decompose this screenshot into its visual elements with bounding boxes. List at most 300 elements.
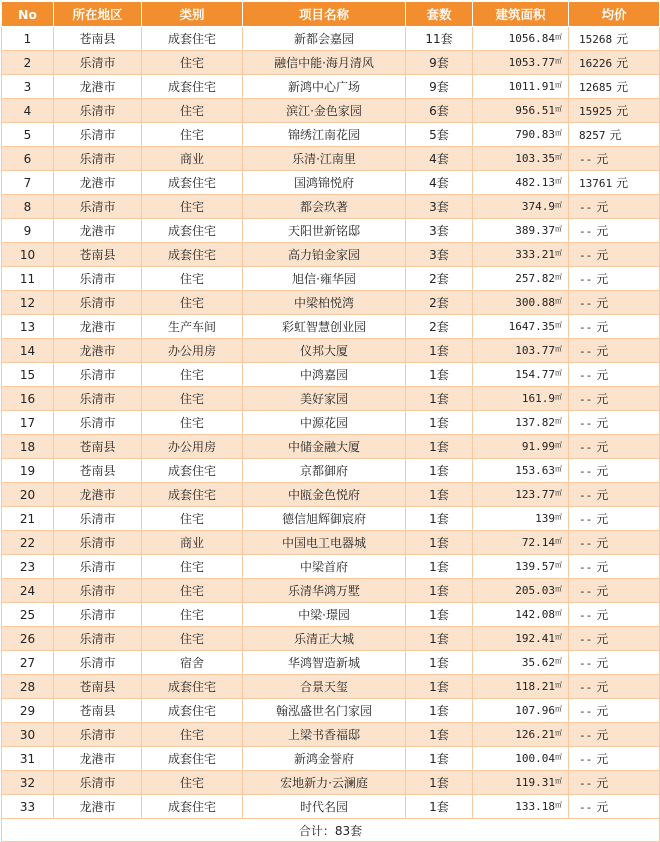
- table-row: [2, 123, 660, 147]
- cell-project: 中储金融大厦: [243, 435, 406, 459]
- area-value: 133.18: [515, 800, 555, 813]
- cell-project: 新鸿金誉府: [243, 747, 406, 771]
- cell-category: 成套住宅: [142, 459, 243, 483]
- area-value: 35.62: [521, 656, 555, 669]
- area-value: 154.77: [515, 368, 555, 381]
- price-value: --: [579, 561, 593, 574]
- area-unit: ㎡: [555, 369, 562, 377]
- price-value: --: [579, 225, 593, 238]
- cell-area: [473, 147, 569, 171]
- area-unit: ㎡: [555, 81, 562, 89]
- area-unit: ㎡: [555, 801, 562, 809]
- cell-category: 成套住宅: [142, 747, 243, 771]
- price-unit: 元: [596, 608, 609, 622]
- cell-price: [569, 723, 660, 747]
- total-label: 合计：83套: [2, 819, 660, 842]
- area-value: 107.96: [515, 704, 555, 717]
- cell-no: 9: [2, 219, 54, 243]
- price-unit: 元: [596, 560, 609, 574]
- area-value: 790.83: [515, 128, 555, 141]
- cell-no: 16: [2, 387, 54, 411]
- area-value: 72.14: [521, 536, 555, 549]
- area-value: 119.31: [515, 776, 555, 789]
- area-unit: ㎡: [555, 465, 562, 473]
- cell-no: 6: [2, 147, 54, 171]
- cell-region: 乐清市: [54, 387, 142, 411]
- cell-units: 1套: [406, 603, 473, 627]
- price-unit: 元: [596, 512, 609, 526]
- cell-price: [569, 435, 660, 459]
- cell-area: [473, 171, 569, 195]
- cell-units: 1套: [406, 651, 473, 675]
- cell-price: [569, 411, 660, 435]
- cell-region: 龙港市: [54, 171, 142, 195]
- cell-region: 龙港市: [54, 315, 142, 339]
- price-value: --: [579, 153, 593, 166]
- cell-price: [569, 99, 660, 123]
- area-unit: ㎡: [555, 585, 562, 593]
- cell-no: 24: [2, 579, 54, 603]
- cell-category: 住宅: [142, 771, 243, 795]
- area-unit: ㎡: [555, 441, 562, 449]
- cell-area: [473, 291, 569, 315]
- cell-category: 住宅: [142, 579, 243, 603]
- price-value: 12685: [579, 81, 613, 94]
- area-unit: ㎡: [555, 777, 562, 785]
- cell-area: [473, 795, 569, 819]
- cell-region: 苍南县: [54, 699, 142, 723]
- cell-area: [473, 387, 569, 411]
- cell-category: 住宅: [142, 291, 243, 315]
- cell-category: 住宅: [142, 387, 243, 411]
- area-value: 161.9: [521, 392, 555, 405]
- cell-region: 龙港市: [54, 75, 142, 99]
- cell-no: 32: [2, 771, 54, 795]
- cell-no: 26: [2, 627, 54, 651]
- area-value: 389.37: [515, 224, 555, 237]
- cell-category: 商业: [142, 531, 243, 555]
- cell-region: 乐清市: [54, 603, 142, 627]
- cell-region: 乐清市: [54, 291, 142, 315]
- cell-area: [473, 603, 569, 627]
- price-unit: 元: [616, 32, 629, 46]
- price-unit: 元: [596, 584, 609, 598]
- cell-price: [569, 555, 660, 579]
- cell-area: [473, 243, 569, 267]
- cell-region: 苍南县: [54, 435, 142, 459]
- area-value: 300.88: [515, 296, 555, 309]
- table-row: [2, 651, 660, 675]
- cell-price: [569, 267, 660, 291]
- cell-category: 住宅: [142, 123, 243, 147]
- cell-category: 住宅: [142, 555, 243, 579]
- area-unit: ㎡: [555, 345, 562, 353]
- cell-category: 成套住宅: [142, 75, 243, 99]
- cell-no: 4: [2, 99, 54, 123]
- price-value: --: [579, 369, 593, 382]
- cell-no: 2: [2, 51, 54, 75]
- cell-region: 乐清市: [54, 123, 142, 147]
- cell-units: 2套: [406, 315, 473, 339]
- price-unit: 元: [616, 80, 629, 94]
- table-row: [2, 603, 660, 627]
- cell-region: 乐清市: [54, 555, 142, 579]
- cell-project: 天阳世新铭邸: [243, 219, 406, 243]
- cell-region: 乐清市: [54, 531, 142, 555]
- cell-region: 乐清市: [54, 579, 142, 603]
- price-value: --: [579, 345, 593, 358]
- table-row: [2, 195, 660, 219]
- price-value: --: [579, 321, 593, 334]
- sales-table: [1, 1, 660, 842]
- cell-region: 龙港市: [54, 747, 142, 771]
- cell-units: 2套: [406, 291, 473, 315]
- table-row: [2, 387, 660, 411]
- price-unit: 元: [596, 152, 609, 166]
- price-value: --: [579, 513, 593, 526]
- cell-units: 1套: [406, 531, 473, 555]
- cell-area: [473, 771, 569, 795]
- cell-area: [473, 579, 569, 603]
- price-value: --: [579, 537, 593, 550]
- price-value: 15925: [579, 105, 613, 118]
- cell-area: [473, 123, 569, 147]
- cell-area: [473, 315, 569, 339]
- area-value: 1011.91: [508, 80, 555, 93]
- price-unit: 元: [616, 104, 629, 118]
- price-unit: 元: [616, 176, 629, 190]
- price-unit: 元: [596, 656, 609, 670]
- cell-area: [473, 27, 569, 51]
- cell-area: [473, 675, 569, 699]
- price-unit: 元: [596, 392, 609, 406]
- price-unit: 元: [596, 728, 609, 742]
- cell-no: 14: [2, 339, 54, 363]
- table-row: [2, 483, 660, 507]
- cell-region: 苍南县: [54, 27, 142, 51]
- cell-units: 3套: [406, 219, 473, 243]
- cell-price: [569, 651, 660, 675]
- cell-region: 乐清市: [54, 195, 142, 219]
- cell-area: [473, 459, 569, 483]
- cell-project: 高力铂金家园: [243, 243, 406, 267]
- cell-region: 苍南县: [54, 675, 142, 699]
- cell-price: [569, 171, 660, 195]
- cell-price: [569, 219, 660, 243]
- cell-project: 国鸿锦悦府: [243, 171, 406, 195]
- cell-units: 1套: [406, 627, 473, 651]
- price-value: --: [579, 417, 593, 430]
- price-value: --: [579, 489, 593, 502]
- cell-units: 1套: [406, 723, 473, 747]
- price-unit: 元: [596, 488, 609, 502]
- cell-price: [569, 675, 660, 699]
- cell-price: [569, 339, 660, 363]
- cell-category: 住宅: [142, 507, 243, 531]
- price-unit: 元: [596, 416, 609, 430]
- area-unit: ㎡: [555, 225, 562, 233]
- cell-area: [473, 555, 569, 579]
- header-units: 套数: [406, 2, 473, 27]
- area-unit: ㎡: [555, 33, 562, 41]
- cell-no: 7: [2, 171, 54, 195]
- cell-units: 1套: [406, 339, 473, 363]
- cell-price: [569, 27, 660, 51]
- cell-units: 1套: [406, 435, 473, 459]
- header-price: 均价: [569, 2, 660, 27]
- header-no: No: [2, 2, 54, 27]
- price-unit: 元: [596, 704, 609, 718]
- area-value: 91.99: [521, 440, 555, 453]
- price-value: --: [579, 609, 593, 622]
- cell-area: [473, 699, 569, 723]
- cell-no: 20: [2, 483, 54, 507]
- cell-project: 中国电工电器城: [243, 531, 406, 555]
- cell-units: 9套: [406, 75, 473, 99]
- cell-project: 中梁首府: [243, 555, 406, 579]
- cell-no: 10: [2, 243, 54, 267]
- cell-price: [569, 387, 660, 411]
- price-unit: 元: [596, 224, 609, 238]
- price-value: --: [579, 777, 593, 790]
- area-value: 139.57: [515, 560, 555, 573]
- cell-region: 乐清市: [54, 267, 142, 291]
- price-value: --: [579, 657, 593, 670]
- area-unit: ㎡: [555, 561, 562, 569]
- cell-region: 龙港市: [54, 483, 142, 507]
- price-unit: 元: [596, 368, 609, 382]
- cell-price: [569, 147, 660, 171]
- table-row: [2, 627, 660, 651]
- table-body: [2, 27, 660, 819]
- cell-price: [569, 699, 660, 723]
- cell-units: 6套: [406, 99, 473, 123]
- table-row: [2, 699, 660, 723]
- cell-area: [473, 51, 569, 75]
- price-value: --: [579, 681, 593, 694]
- table-row: [2, 579, 660, 603]
- cell-area: [473, 195, 569, 219]
- cell-project: 仪邦大厦: [243, 339, 406, 363]
- area-unit: ㎡: [555, 417, 562, 425]
- cell-area: [473, 99, 569, 123]
- cell-no: 18: [2, 435, 54, 459]
- cell-project: 融信中能·海月清风: [243, 51, 406, 75]
- cell-project: 京都御府: [243, 459, 406, 483]
- cell-units: 1套: [406, 363, 473, 387]
- cell-no: 3: [2, 75, 54, 99]
- table-row: [2, 555, 660, 579]
- price-value: --: [579, 753, 593, 766]
- price-unit: 元: [596, 272, 609, 286]
- cell-no: 33: [2, 795, 54, 819]
- table-row: [2, 675, 660, 699]
- cell-category: 住宅: [142, 267, 243, 291]
- cell-region: 乐清市: [54, 147, 142, 171]
- cell-region: 乐清市: [54, 507, 142, 531]
- cell-price: [569, 123, 660, 147]
- area-value: 103.35: [515, 152, 555, 165]
- cell-project: 美好家园: [243, 387, 406, 411]
- price-unit: 元: [596, 800, 609, 814]
- area-unit: ㎡: [555, 321, 562, 329]
- cell-units: 1套: [406, 459, 473, 483]
- cell-category: 住宅: [142, 363, 243, 387]
- area-value: 257.82: [515, 272, 555, 285]
- price-value: --: [579, 801, 593, 814]
- table-row: [2, 243, 660, 267]
- price-value: --: [579, 633, 593, 646]
- cell-price: [569, 363, 660, 387]
- table-row: [2, 771, 660, 795]
- area-value: 192.41: [515, 632, 555, 645]
- cell-no: 13: [2, 315, 54, 339]
- cell-price: [569, 531, 660, 555]
- price-value: 13761: [579, 177, 613, 190]
- cell-units: 5套: [406, 123, 473, 147]
- area-unit: ㎡: [555, 153, 562, 161]
- area-unit: ㎡: [555, 177, 562, 185]
- cell-price: [569, 75, 660, 99]
- area-value: 153.63: [515, 464, 555, 477]
- table-row: [2, 723, 660, 747]
- table-row: [2, 99, 660, 123]
- cell-category: 住宅: [142, 51, 243, 75]
- cell-no: 28: [2, 675, 54, 699]
- cell-region: 乐清市: [54, 99, 142, 123]
- cell-project: 彩虹智慧创业园: [243, 315, 406, 339]
- cell-region: 龙港市: [54, 339, 142, 363]
- cell-area: [473, 507, 569, 531]
- price-unit: 元: [596, 776, 609, 790]
- header-category: 类别: [142, 2, 243, 27]
- cell-units: 1套: [406, 507, 473, 531]
- cell-region: 苍南县: [54, 459, 142, 483]
- area-value: 1053.77: [508, 56, 555, 69]
- price-value: --: [579, 201, 593, 214]
- cell-units: 1套: [406, 771, 473, 795]
- cell-category: 成套住宅: [142, 699, 243, 723]
- cell-region: 乐清市: [54, 771, 142, 795]
- cell-units: 3套: [406, 195, 473, 219]
- cell-project: 宏地新力·云澜庭: [243, 771, 406, 795]
- cell-units: 1套: [406, 387, 473, 411]
- cell-project: 乐清·江南里: [243, 147, 406, 171]
- cell-no: 25: [2, 603, 54, 627]
- cell-no: 27: [2, 651, 54, 675]
- cell-category: 住宅: [142, 99, 243, 123]
- price-value: 8257: [579, 129, 606, 142]
- cell-category: 成套住宅: [142, 795, 243, 819]
- cell-area: [473, 723, 569, 747]
- area-value: 333.21: [515, 248, 555, 261]
- cell-region: 乐清市: [54, 723, 142, 747]
- price-unit: 元: [596, 200, 609, 214]
- cell-no: 19: [2, 459, 54, 483]
- cell-price: [569, 627, 660, 651]
- area-unit: ㎡: [555, 489, 562, 497]
- cell-area: [473, 267, 569, 291]
- cell-category: 成套住宅: [142, 219, 243, 243]
- cell-category: 生产车间: [142, 315, 243, 339]
- price-value: --: [579, 441, 593, 454]
- price-unit: 元: [596, 632, 609, 646]
- area-value: 142.08: [515, 608, 555, 621]
- cell-project: 锦绣江南花园: [243, 123, 406, 147]
- cell-project: 中源花园: [243, 411, 406, 435]
- cell-area: [473, 483, 569, 507]
- cell-units: 1套: [406, 795, 473, 819]
- cell-units: 3套: [406, 243, 473, 267]
- cell-category: 成套住宅: [142, 171, 243, 195]
- cell-project: 旭信·雍华园: [243, 267, 406, 291]
- table-row: [2, 795, 660, 819]
- cell-region: 乐清市: [54, 411, 142, 435]
- cell-area: [473, 627, 569, 651]
- price-unit: 元: [596, 248, 609, 262]
- cell-project: 都会玖著: [243, 195, 406, 219]
- cell-category: 住宅: [142, 603, 243, 627]
- sales-table-container: [1, 1, 659, 842]
- table-row: [2, 291, 660, 315]
- area-unit: ㎡: [555, 57, 562, 65]
- area-unit: ㎡: [555, 753, 562, 761]
- table-row: [2, 75, 660, 99]
- cell-no: 1: [2, 27, 54, 51]
- table-row: [2, 219, 660, 243]
- price-unit: 元: [596, 320, 609, 334]
- cell-units: 2套: [406, 267, 473, 291]
- price-value: 15268: [579, 33, 613, 46]
- price-unit: 元: [596, 680, 609, 694]
- cell-category: 商业: [142, 147, 243, 171]
- header-area: 建筑面积: [473, 2, 569, 27]
- price-value: --: [579, 585, 593, 598]
- table-row: [2, 411, 660, 435]
- cell-area: [473, 219, 569, 243]
- area-value: 205.03: [515, 584, 555, 597]
- cell-project: 德信旭辉御宸府: [243, 507, 406, 531]
- price-value: --: [579, 297, 593, 310]
- cell-project: 新鸿中心广场: [243, 75, 406, 99]
- table-row: [2, 51, 660, 75]
- cell-project: 上梁书香福邸: [243, 723, 406, 747]
- area-value: 956.51: [515, 104, 555, 117]
- price-unit: 元: [596, 344, 609, 358]
- area-value: 126.21: [515, 728, 555, 741]
- cell-region: 乐清市: [54, 627, 142, 651]
- price-unit: 元: [596, 440, 609, 454]
- cell-no: 8: [2, 195, 54, 219]
- cell-category: 办公用房: [142, 435, 243, 459]
- area-unit: ㎡: [555, 729, 562, 737]
- area-unit: ㎡: [555, 681, 562, 689]
- area-unit: ㎡: [555, 249, 562, 257]
- cell-price: [569, 603, 660, 627]
- table-row: [2, 459, 660, 483]
- price-value: --: [579, 393, 593, 406]
- cell-category: 成套住宅: [142, 243, 243, 267]
- cell-no: 31: [2, 747, 54, 771]
- area-unit: ㎡: [555, 129, 562, 137]
- header-region: 所在地区: [54, 2, 142, 27]
- cell-price: [569, 459, 660, 483]
- cell-project: 华鸿智造新城: [243, 651, 406, 675]
- price-unit: 元: [596, 464, 609, 478]
- cell-no: 11: [2, 267, 54, 291]
- price-unit: 元: [596, 536, 609, 550]
- cell-category: 成套住宅: [142, 483, 243, 507]
